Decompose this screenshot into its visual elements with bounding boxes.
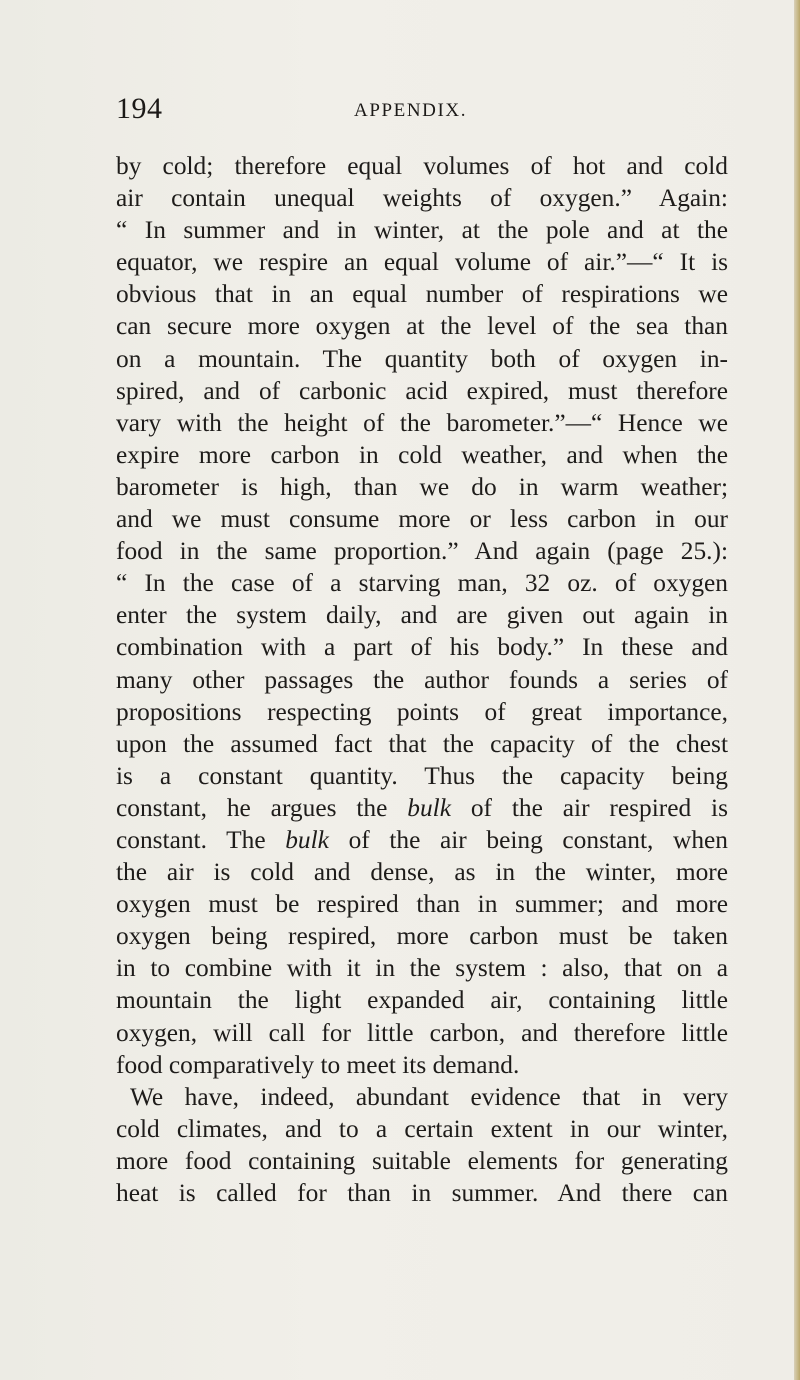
text-line: on a mountain. The quantity both of oxygen in- <box>116 344 728 373</box>
text-line: by cold; therefore equal volumes of hot and cold <box>116 152 728 180</box>
text-line: obvious that in an equal number of respirations we <box>116 280 728 309</box>
text-line: heat is called for than in summer. And there can <box>116 1179 728 1207</box>
text-line: air contain unequal weights of oxygen.” Again: <box>116 184 728 213</box>
text-line: cold climates, and to a certain extent in our winter, <box>116 1114 728 1143</box>
italic-emphasis: bulk <box>407 793 451 822</box>
text-line: can secure more oxygen at the level of the sea than <box>116 312 728 341</box>
page-edge <box>794 0 800 1380</box>
text-line-italic: constant, he argues the bulk of the air respired is <box>116 793 728 822</box>
text-line: barometer is high, than we do in warm weather; <box>116 472 728 501</box>
text-line: is a constant quantity. Thus the capacity being <box>116 761 728 790</box>
text-line: the air is cold and dense, as in the winter, more <box>116 858 728 887</box>
text-line: oxygen being respired, more carbon must be taken <box>116 922 728 951</box>
text-line: spired, and of carbonic acid expired, must therefore <box>116 376 728 405</box>
text-line: more food containing suitable elements for generating <box>116 1146 728 1175</box>
text-line: expire more carbon in cold weather, and when the <box>116 440 728 469</box>
text-line: many other passages the author founds a series of <box>116 665 728 694</box>
text-line: vary with the height of the barometer.”—“ Hence we <box>116 408 728 437</box>
page-number: 194 <box>116 92 163 125</box>
text-line: equator, we respire an equal volume of air.”—“ It is <box>116 248 728 277</box>
running-head <box>116 92 716 132</box>
text-line: in to combine with it in the system : also, that on a <box>116 954 728 983</box>
text-line: food comparatively to meet its demand. <box>116 1050 520 1079</box>
body-text <box>116 150 728 1209</box>
text-line: upon the assumed fact that the capacity of the chest <box>116 729 728 758</box>
text-line: mountain the light expanded air, containing little <box>116 986 728 1015</box>
text-line: enter the system daily, and are given out again in <box>116 601 728 630</box>
text-line: propositions respecting points of great importance, <box>116 697 728 726</box>
text-line-italic: constant. The bulk of the air being constant, when <box>116 825 728 854</box>
running-title: APPENDIX. <box>354 100 468 121</box>
paragraph-start-line: We have, indeed, abundant evidence that in very <box>130 1082 728 1111</box>
italic-emphasis: bulk <box>285 825 329 854</box>
text-line: “ In the case of a starving man, 32 oz. of oxygen <box>116 569 728 598</box>
text-line: oxygen must be respired than in summer; and more <box>116 890 728 919</box>
text-line: food in the same proportion.” And again (page 25.): <box>116 537 728 566</box>
text-line: “ In summer and in winter, at the pole and at the <box>116 216 728 245</box>
text-line: and we must consume more or less carbon in our <box>116 505 728 534</box>
text-line: combination with a part of his body.” In these and <box>116 633 728 662</box>
text-line: oxygen, will call for little carbon, and therefore little <box>116 1018 728 1047</box>
